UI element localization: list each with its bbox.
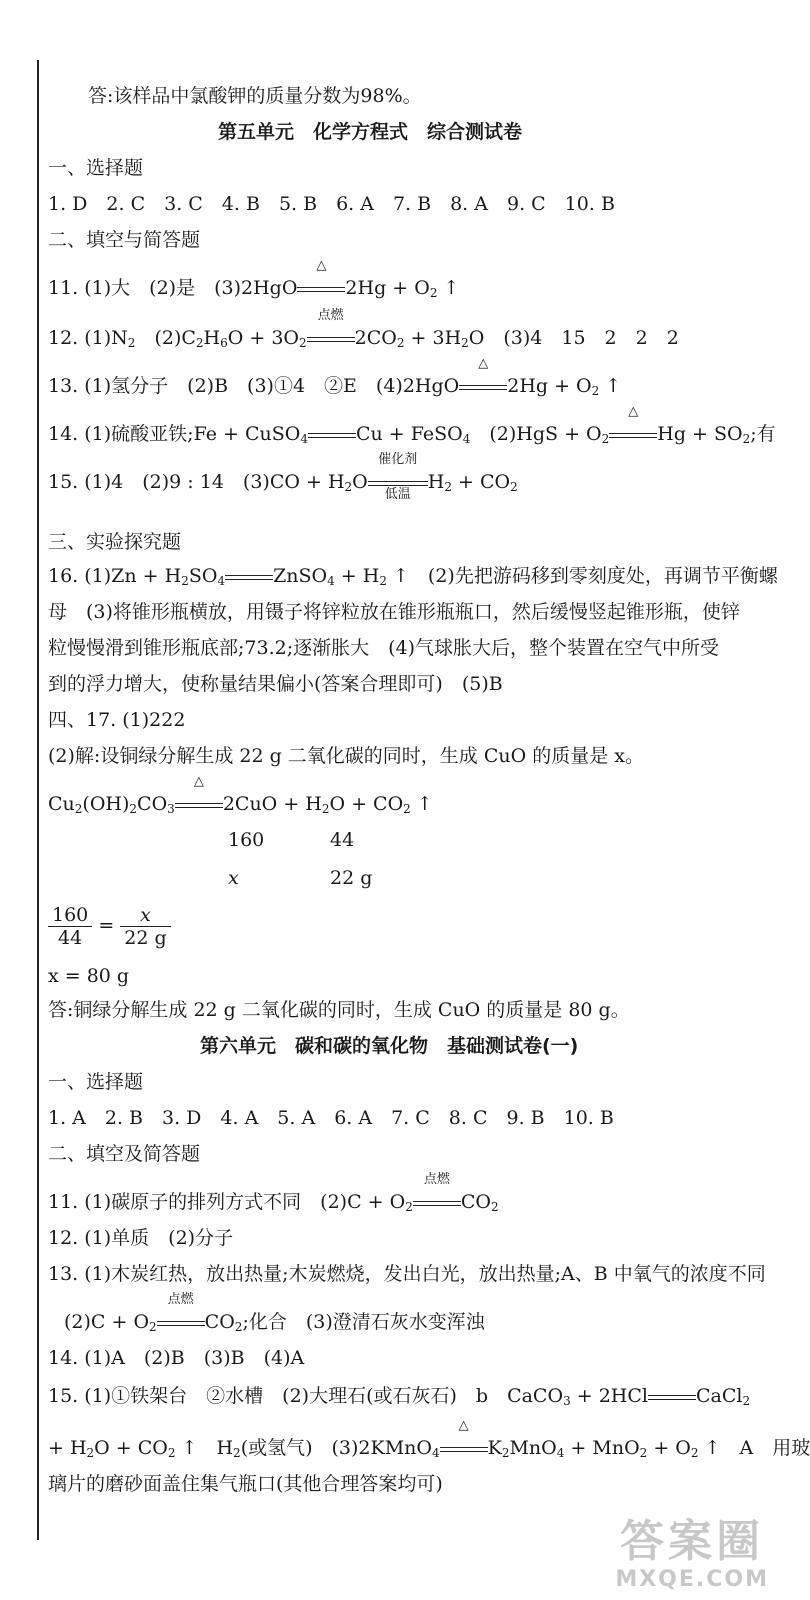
choice-answers-5: 1. D 2. C 3. C 4. B 5. B 6. A 7. B 8. A 9. C 10. B (48, 193, 615, 215)
answer-q14: 14. (1)硫酸亚铁;Fe + CuSO$_4$ Cu + FeSO$_4$ $(2)HgS + O_2$ △ $Hg + SO_2$;有 (48, 404, 776, 446)
proportion-equation: $\frac{160}{44}$ = $\frac{x}{22 g}$ (48, 904, 171, 949)
answer6-q13-line1: 13. (1)木炭红热，放出热量;木炭燃烧，发出白光，放出热量;A、B 中氧气的浓度不同 (48, 1263, 766, 1285)
answer6-q15-line1: 15. (1)①铁架台 ②水槽 (2)大理石(或石灰石) b CaCO$_3$ + 2HCl CaCl$_2$ (48, 1385, 751, 1408)
answer-line-potassium-chlorate: 答:该样品中氯酸钾的质量分数为98%。 (88, 85, 422, 107)
section-title-unit5: 第五单元 化学方程式 综合测试卷 (218, 121, 523, 143)
left-margin-rule (37, 60, 39, 1540)
answer6-q15-line2: + $H_2O + CO_2$ ↑ $H_2$(或氢气) (3)2KMnO$_4$ △ $K_2MnO_4 + MnO_2 + O_2$ ↑ A 用玻 (48, 1418, 810, 1460)
answer-q16-line3: 粒慢慢滑到锥形瓶底部;73.2;逐渐胀大 (4)气球胀大后，整个装置在空气中所受 (48, 637, 720, 659)
heading-fill-6: 二、填空及简答题 (48, 1143, 201, 1165)
mass-22g: 22 g (330, 867, 373, 889)
result-x: x = 80 g (48, 965, 130, 987)
answer6-q11: 11. (1)碳原子的排列方式不同 $(2)C + O_2$ 点燃 $CO_2$ (48, 1172, 499, 1214)
unknown-x: x (228, 867, 239, 889)
molar-mass-44: 44 (330, 829, 355, 851)
answer-q16-line4: 到的浮力增大，使称量结果偏小(答案合理即可) (5)B (48, 673, 503, 695)
answer-q17-conclusion: 答:铜绿分解生成 22 g 二氧化碳的同时，生成 CuO 的质量是 80 g。 (48, 999, 630, 1021)
answer-q16-line2: 母 (3)将锥形瓶横放，用镊子将锌粒放在锥形瓶瓶口，然后缓慢竖起锥形瓶，使锌 (48, 601, 740, 623)
equation-copper-green: $Cu_2(OH)_2CO_3$ △ $2CuO + H_2O + CO_2$ ↑ (48, 774, 433, 816)
answer6-q14: 14. (1)A (2)B (3)B (4)A (48, 1347, 305, 1369)
answer-q17-part2: (2)解:设铜绿分解生成 22 g 二氧化碳的同时，生成 CuO 的质量是 x。 (48, 745, 644, 767)
answer-q12: 12. $(1)N_2$ $(2)C_2H_6O + 3O_2$ 点燃 $2CO_2 + 3H_2O$ (3)4 15 2 2 2 (48, 308, 679, 350)
watermark-logo: 答案圈 MXQE.COM (615, 1516, 769, 1592)
answer6-q13-line2: $(2)C + O_2$ 点燃 $CO_2$;化合 (3)澄清石灰水变浑浊 (64, 1292, 485, 1334)
answer6-q12: 12. (1)单质 (2)分子 (48, 1227, 234, 1249)
answer-q13: 13. (1)氢分子 (2)B (3)①4 ②E (4)2HgO △ $2Hg + O_2$ ↑ (48, 356, 622, 398)
answer-q17-part1: 四、17. (1)222 (48, 709, 186, 731)
molar-mass-160: 160 (228, 829, 265, 851)
answer-q15: 15. (1)4 (2)9 : 14 $(3)CO + H_2O$ 催化剂 低温 $H_2 + CO_2$ (48, 452, 518, 502)
heading-experiment-5: 三、实验探究题 (48, 531, 182, 553)
heading-fill-5: 二、填空与简答题 (48, 229, 201, 251)
answer-q11: 11. (1)大 (2)是 (3)2HgO △ $2Hg + O_2$ ↑ (48, 258, 460, 300)
answer-q16-line1: 16. $(1)Zn + H_2SO_4$ ZnSO$_4$ + $H_2$ ↑ (2)先把游码移到零刻度处，再调节平衡螺 (48, 565, 778, 588)
heading-choice-6: 一、选择题 (48, 1071, 144, 1093)
section-title-unit6: 第六单元 碳和碳的氧化物 基础测试卷(一) (200, 1035, 579, 1057)
choice-answers-6: 1. A 2. B 3. D 4. A 5. A 6. A 7. C 8. C 9. B 10. B (48, 1107, 614, 1129)
heading-choice-5: 一、选择题 (48, 157, 144, 179)
answer6-q15-line3: 璃片的磨砂面盖住集气瓶口(其他合理答案均可) (48, 1473, 443, 1495)
